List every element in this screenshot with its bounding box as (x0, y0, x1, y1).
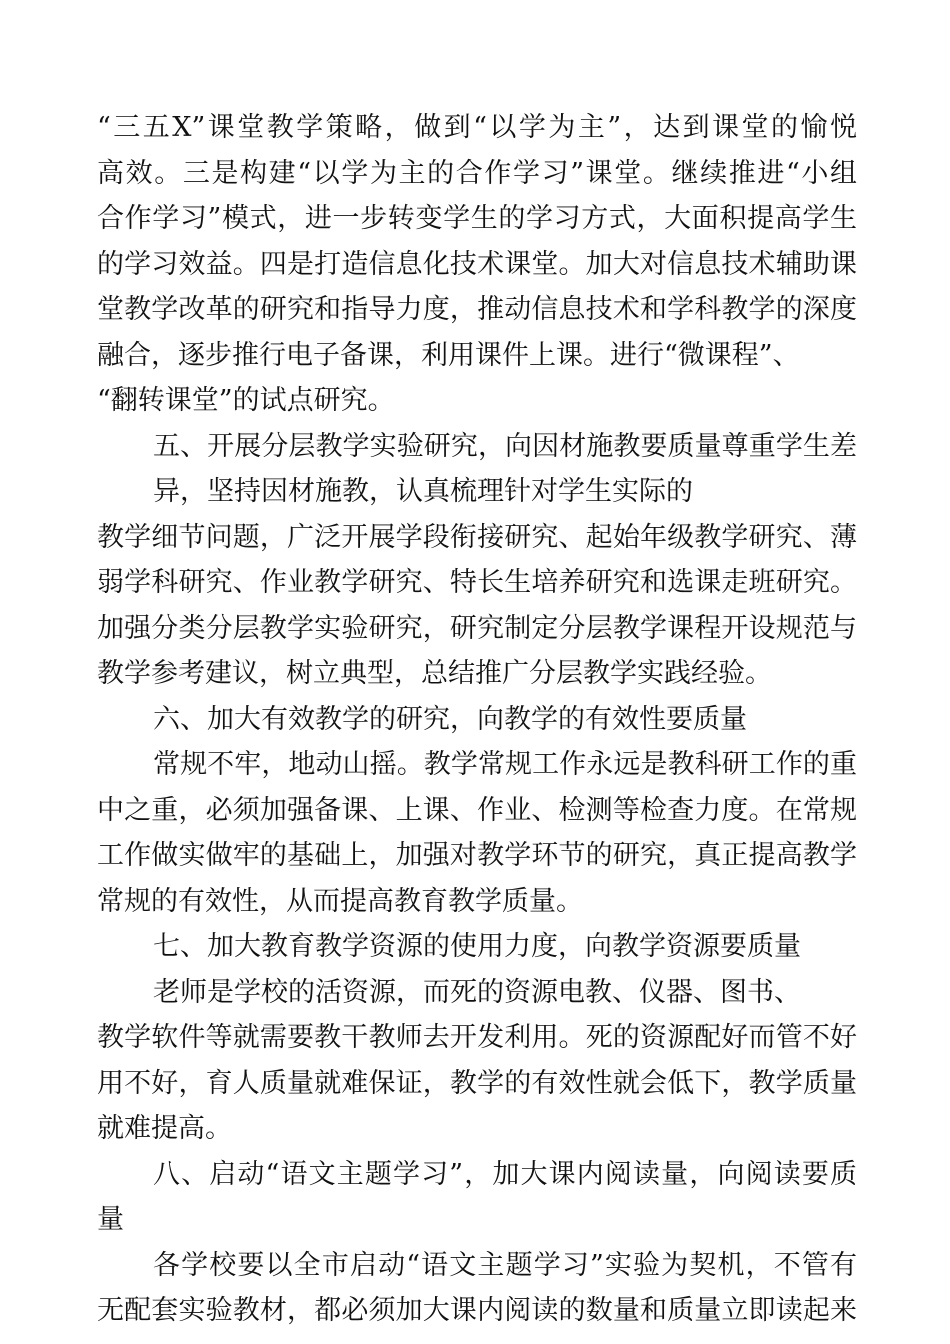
text-line: “三五X”课堂教学策略，做到“以学为主”，达到课堂的愉悦 (97, 112, 857, 143)
text-line: 就难提高。 (97, 1113, 232, 1144)
text-line: 异，坚持因材施教，认真梳理针对学生实际的 (153, 476, 693, 507)
section-heading: 五、开展分层教学实验研究，向因材施教要质量尊重学生差 (153, 431, 857, 462)
text-line: 弱学科研究、作业教学研究、特长生培养研究和选课走班研究。 (97, 567, 857, 598)
text-line: 各学校要以全市启动“语文主题学习”实验为契机，不管有 (153, 1250, 857, 1281)
text-line: 加强分类分层教学实验研究，研究制定分层教学课程开设规范与 (97, 613, 857, 644)
text-line: 常规的有效性，从而提高教育教学质量。 (97, 886, 583, 917)
section-heading: 八、启动“语文主题学习”，加大课内阅读量，向阅读要质 (153, 1159, 857, 1190)
section-heading: 六、加大有效教学的研究，向教学的有效性要质量 (153, 704, 747, 735)
text-line: 工作做实做牢的基础上，加强对教学环节的研究，真正提高教学 (97, 840, 857, 871)
text-line: 用不好，育人质量就难保证，教学的有效性就会低下，教学质量 (97, 1068, 857, 1099)
text-line: 无配套实验教材，都必须加大课内阅读的数量和质量立即读起来 (97, 1295, 857, 1326)
text-line: 量 (97, 1204, 124, 1235)
text-line: 合作学习”模式，进一步转变学生的学习方式，大面积提高学生 (97, 203, 857, 234)
text-line: 中之重，必须加强备课、上课、作业、检测等检查力度。在常规 (97, 795, 857, 826)
text-line: “翻转课堂”的试点研究。 (97, 385, 395, 416)
text-line: 堂教学改革的研究和指导力度，推动信息技术和学科教学的深度 (97, 294, 857, 325)
section-heading: 七、加大教育教学资源的使用力度，向教学资源要质量 (153, 931, 801, 962)
text-line: 高效。三是构建“以学为主的合作学习”课堂。继续推进“小组 (97, 158, 857, 189)
text-line: 常规不牢，地动山摇。教学常规工作永远是教科研工作的重 (153, 749, 857, 780)
text-line: 教学细节问题，广泛开展学段衔接研究、起始年级教学研究、薄 (97, 522, 857, 553)
text-line: 的学习效益。四是打造信息化技术课堂。加大对信息技术辅助课 (97, 249, 857, 280)
text-line: 教学软件等就需要教干教师去开发利用。死的资源配好而管不好 (97, 1022, 857, 1053)
text-line: 教学参考建议，树立典型，总结推广分层教学实践经验。 (97, 658, 772, 689)
text-line: 融合，逐步推行电子备课，利用课件上课。进行“微课程”、 (97, 340, 800, 371)
text-line: 老师是学校的活资源，而死的资源电教、仪器、图书、 (153, 977, 801, 1008)
